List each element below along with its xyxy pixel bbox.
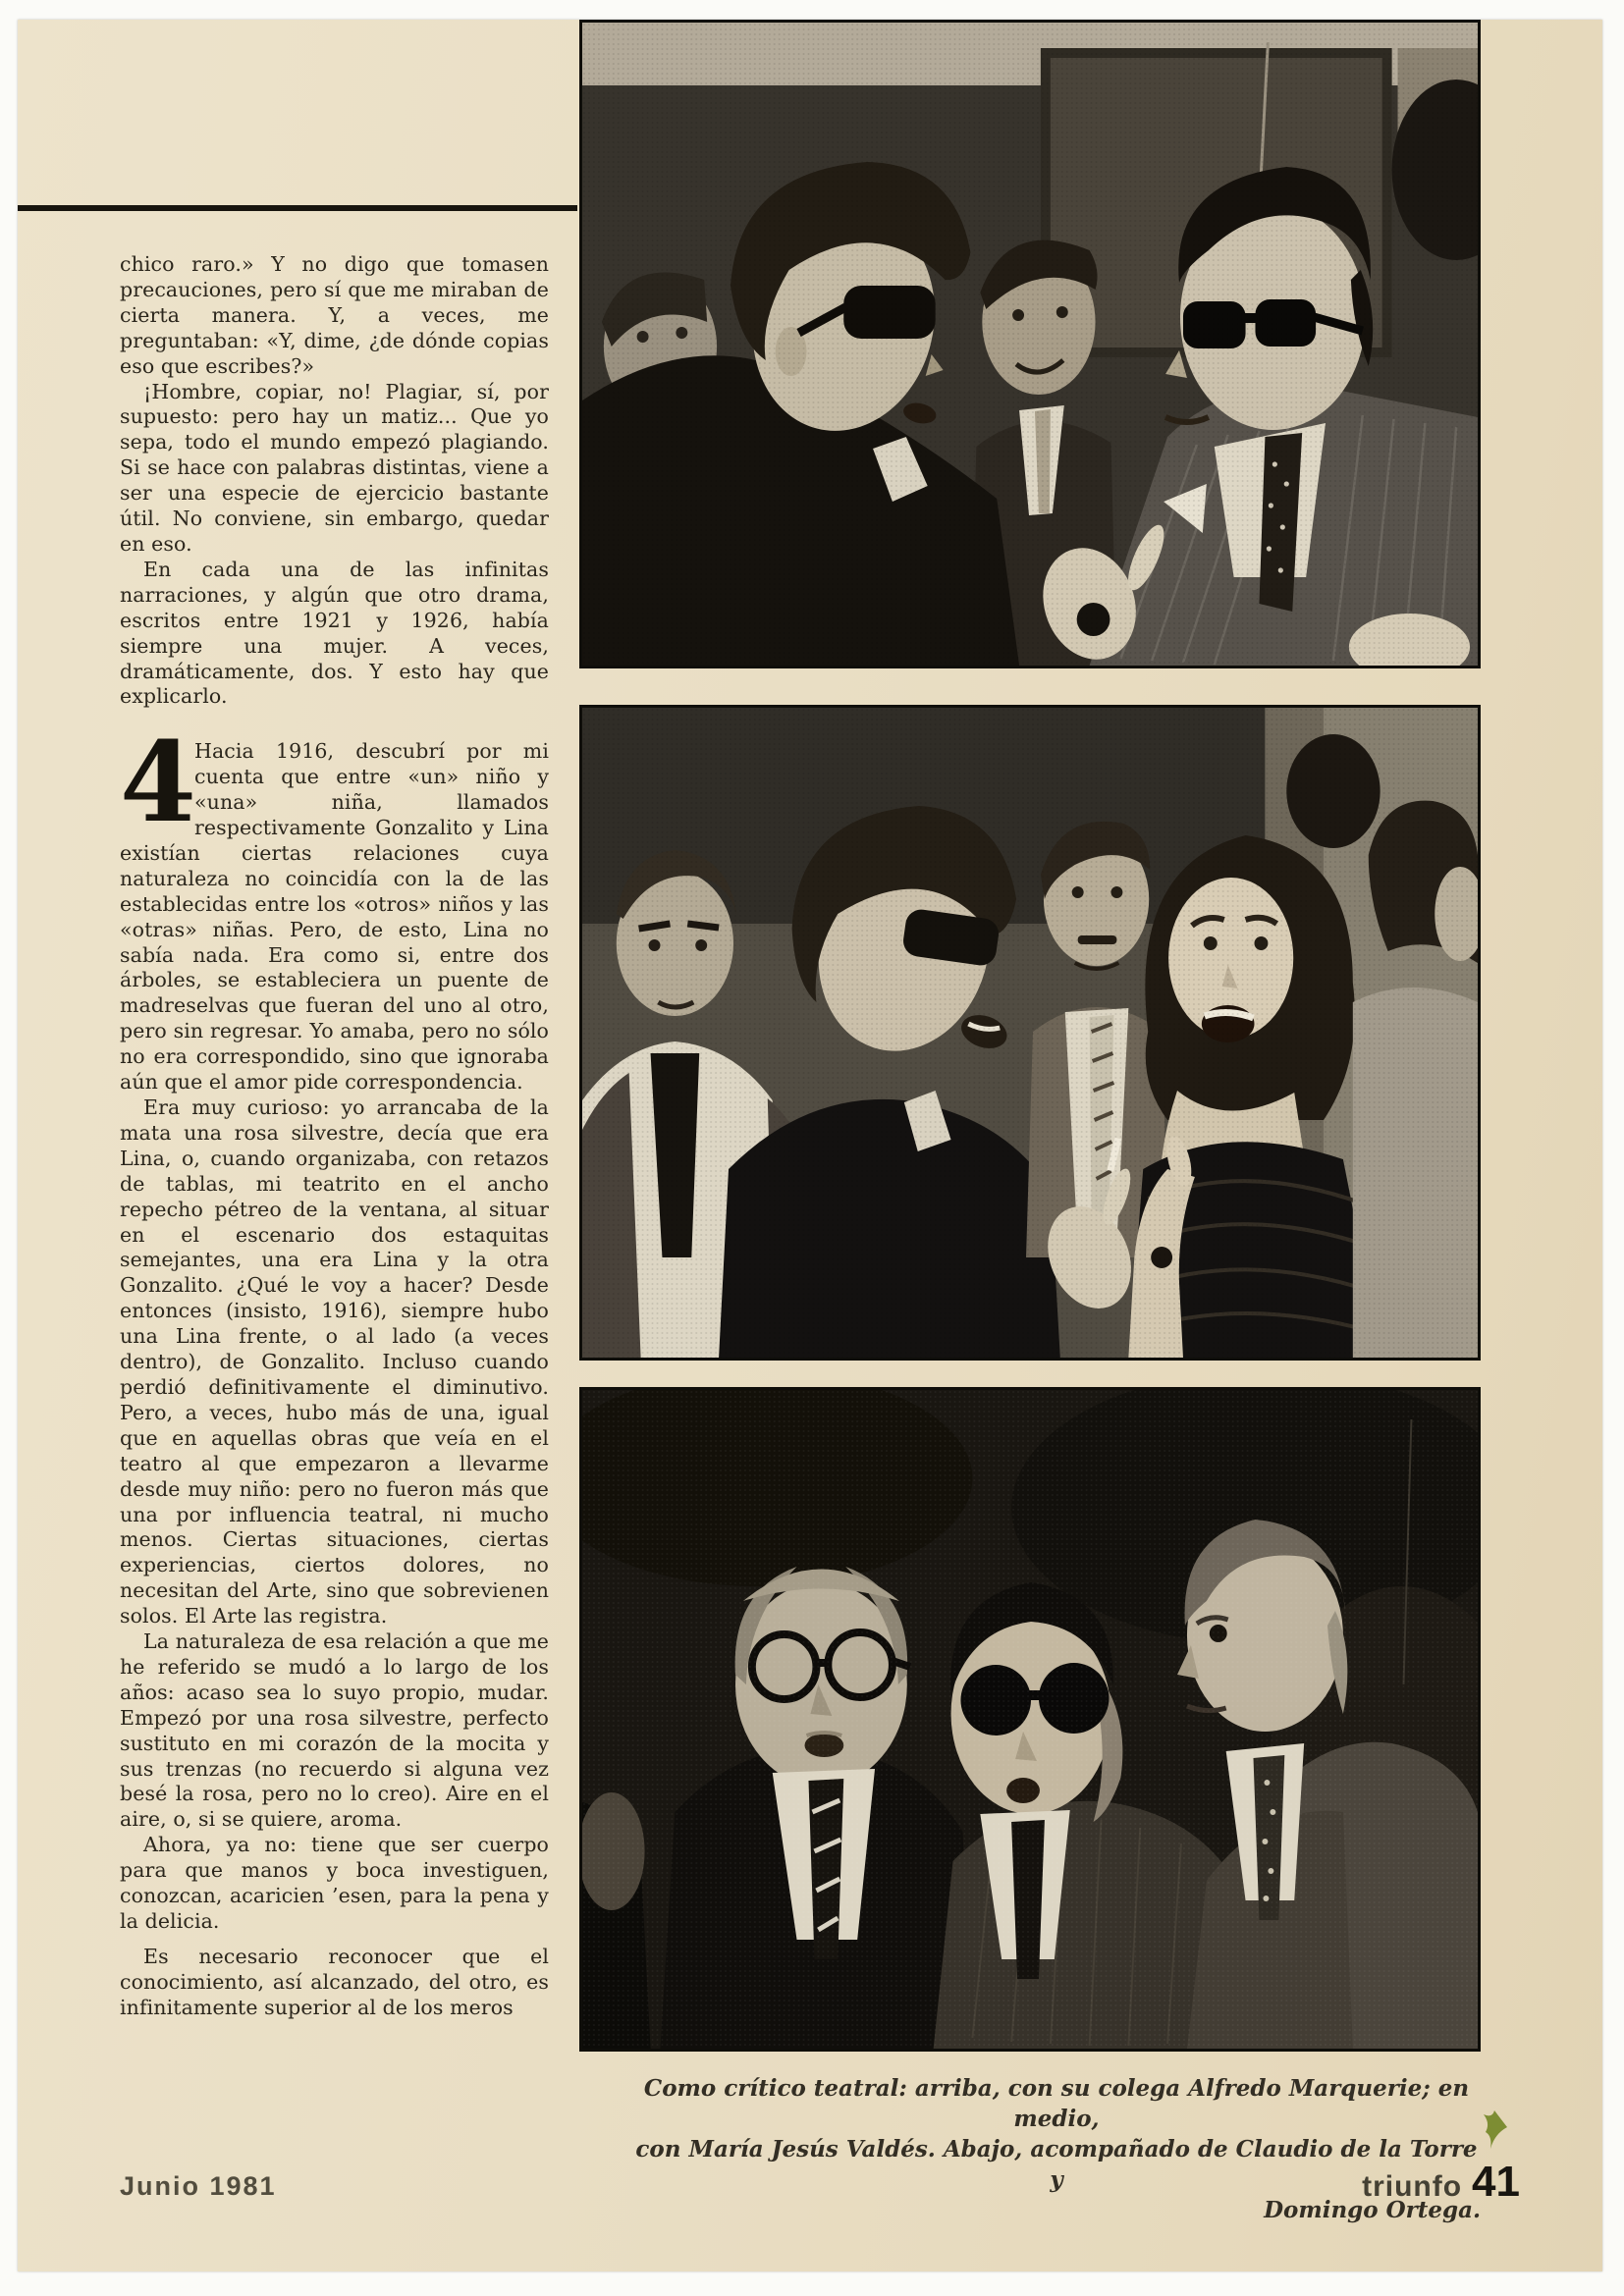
photo-caption <box>628 2073 1485 2225</box>
photo-alfredo-marquerie <box>579 20 1481 668</box>
photo-3-illustration <box>582 1390 1478 2049</box>
paragraph: La naturaleza de esa relación a que me he referido se mudó a lo largo de los años: acaso sea lo suyo propio, mudar. Empezó por una rosa silvestre, perfecto sustituto en mi corazón de la mocita y sus trenzas (no recuerdo si alguna vez besé la rosa, pero no lo creo). Aire en el aire, o, si se quiere, aroma. <box>120 1629 549 1832</box>
drop-cap-numeral: 4 <box>120 719 197 848</box>
green-right-arrow-icon <box>1483 2109 1508 2150</box>
caption-line-2: con María Jesús Valdés. Abajo, acompañado de Claudio de la Torre y <box>635 2136 1478 2193</box>
issue-date: Junio 1981 <box>120 2171 277 2201</box>
paragraph: Es necesario reconocer que el conocimiento, así alcanzado, del otro, es infinitamente superior al de los meros <box>120 1944 549 2019</box>
paragraph-text: Hacia 1916, descubrí por mi cuenta que entre «un» niño y «una» niña, llamados respectivamente Gonzalito y Lina existían ciertas relaciones cuya naturaleza no coincidía con la de las establecidas entre los «otros» niños y las «otras» niñas. Pero, de esto, Lina no sabía nada. Era como si, entre dos árboles, se estableciera un puente de madreselvas que fueran del uno al otro, pero sin regresar. Yo amaba, pero no sólo no era correspondido, sino que ignoraba aún que el amor pide correspondencia. <box>120 739 549 1095</box>
photo-2-illustration <box>582 708 1478 1358</box>
paragraph: chico raro.» Y no digo que tomasen precauciones, pero sí que me miraban de cierta manera. Y, a veces, me preguntaban: «Y, dime, ¿de dónde copias eso que escribes?» <box>120 252 549 378</box>
paragraph: Era muy curioso: yo arrancaba de la mata una rosa silvestre, decía que era Lina, o, cuando organizaba, con retazos de tablas, mi teatrito en el ancho repecho pétreo de la ventana, al situar en el escenario dos estaquitas semejantes, una era Lina y la otra Gonzalito. ¿Qué le voy a hacer? Desde entonces (insisto, 1916), siempre hubo una Lina frente, o al lado (a veces dentro), de Gonzalito. Incluso cuando perdió definitivamente el diminutivo. Pero, a veces, hubo más de una, igual que en aquellas obras que veía en el teatro al que empezaron a llevarme desde muy niño: pero no fueron más que una por influencia teatral, ni mucho menos. Ciertas situaciones, ciertas experiencias, ciertos dolores, no necesitan del Arte, sino que sobrevienen solos. El Arte las registra. <box>120 1095 549 1629</box>
paragraph: Ahora, ya no: tiene que ser cuerpo para que manos y boca investiguen, conozcan, acaricien ’esen, para la pena y la delicia. <box>120 1833 549 1933</box>
page-number: 41 <box>1472 2158 1520 2206</box>
paragraph-with-dropcap <box>120 719 549 1095</box>
magazine-logo: triunfo <box>1362 2170 1463 2203</box>
photo-1-illustration <box>582 23 1478 666</box>
article-text-column <box>120 252 549 2166</box>
footer-brand <box>1362 2158 1520 2207</box>
page <box>18 20 1602 2271</box>
column-top-rule <box>18 205 577 211</box>
paragraph: ¡Hombre, copiar, no! Plagiar, sí, por supuesto: pero hay un matiz... Que yo sepa, todo el mundo empezó plagiando. Si se hace con palabras distintas, viene a ser una especie de ejercicio bastante útil. No conviene, sin embargo, quedar en eso. <box>120 379 549 556</box>
photo-maria-jesus-valdes <box>579 705 1481 1361</box>
caption-line-3: Domingo Ortega. <box>1264 2197 1481 2223</box>
photo-claudio-de-la-torre-domingo-ortega <box>579 1387 1481 2052</box>
caption-line-1: Como crítico teatral: arriba, con su colega Alfredo Marquerie; en medio, <box>643 2075 1470 2132</box>
paragraph: En cada una de las infinitas narraciones, y algún que otro drama, escritos entre 1921 y 1926, había siempre una mujer. A veces, dramáticamente, dos. Y esto hay que explicarlo. <box>120 557 549 709</box>
